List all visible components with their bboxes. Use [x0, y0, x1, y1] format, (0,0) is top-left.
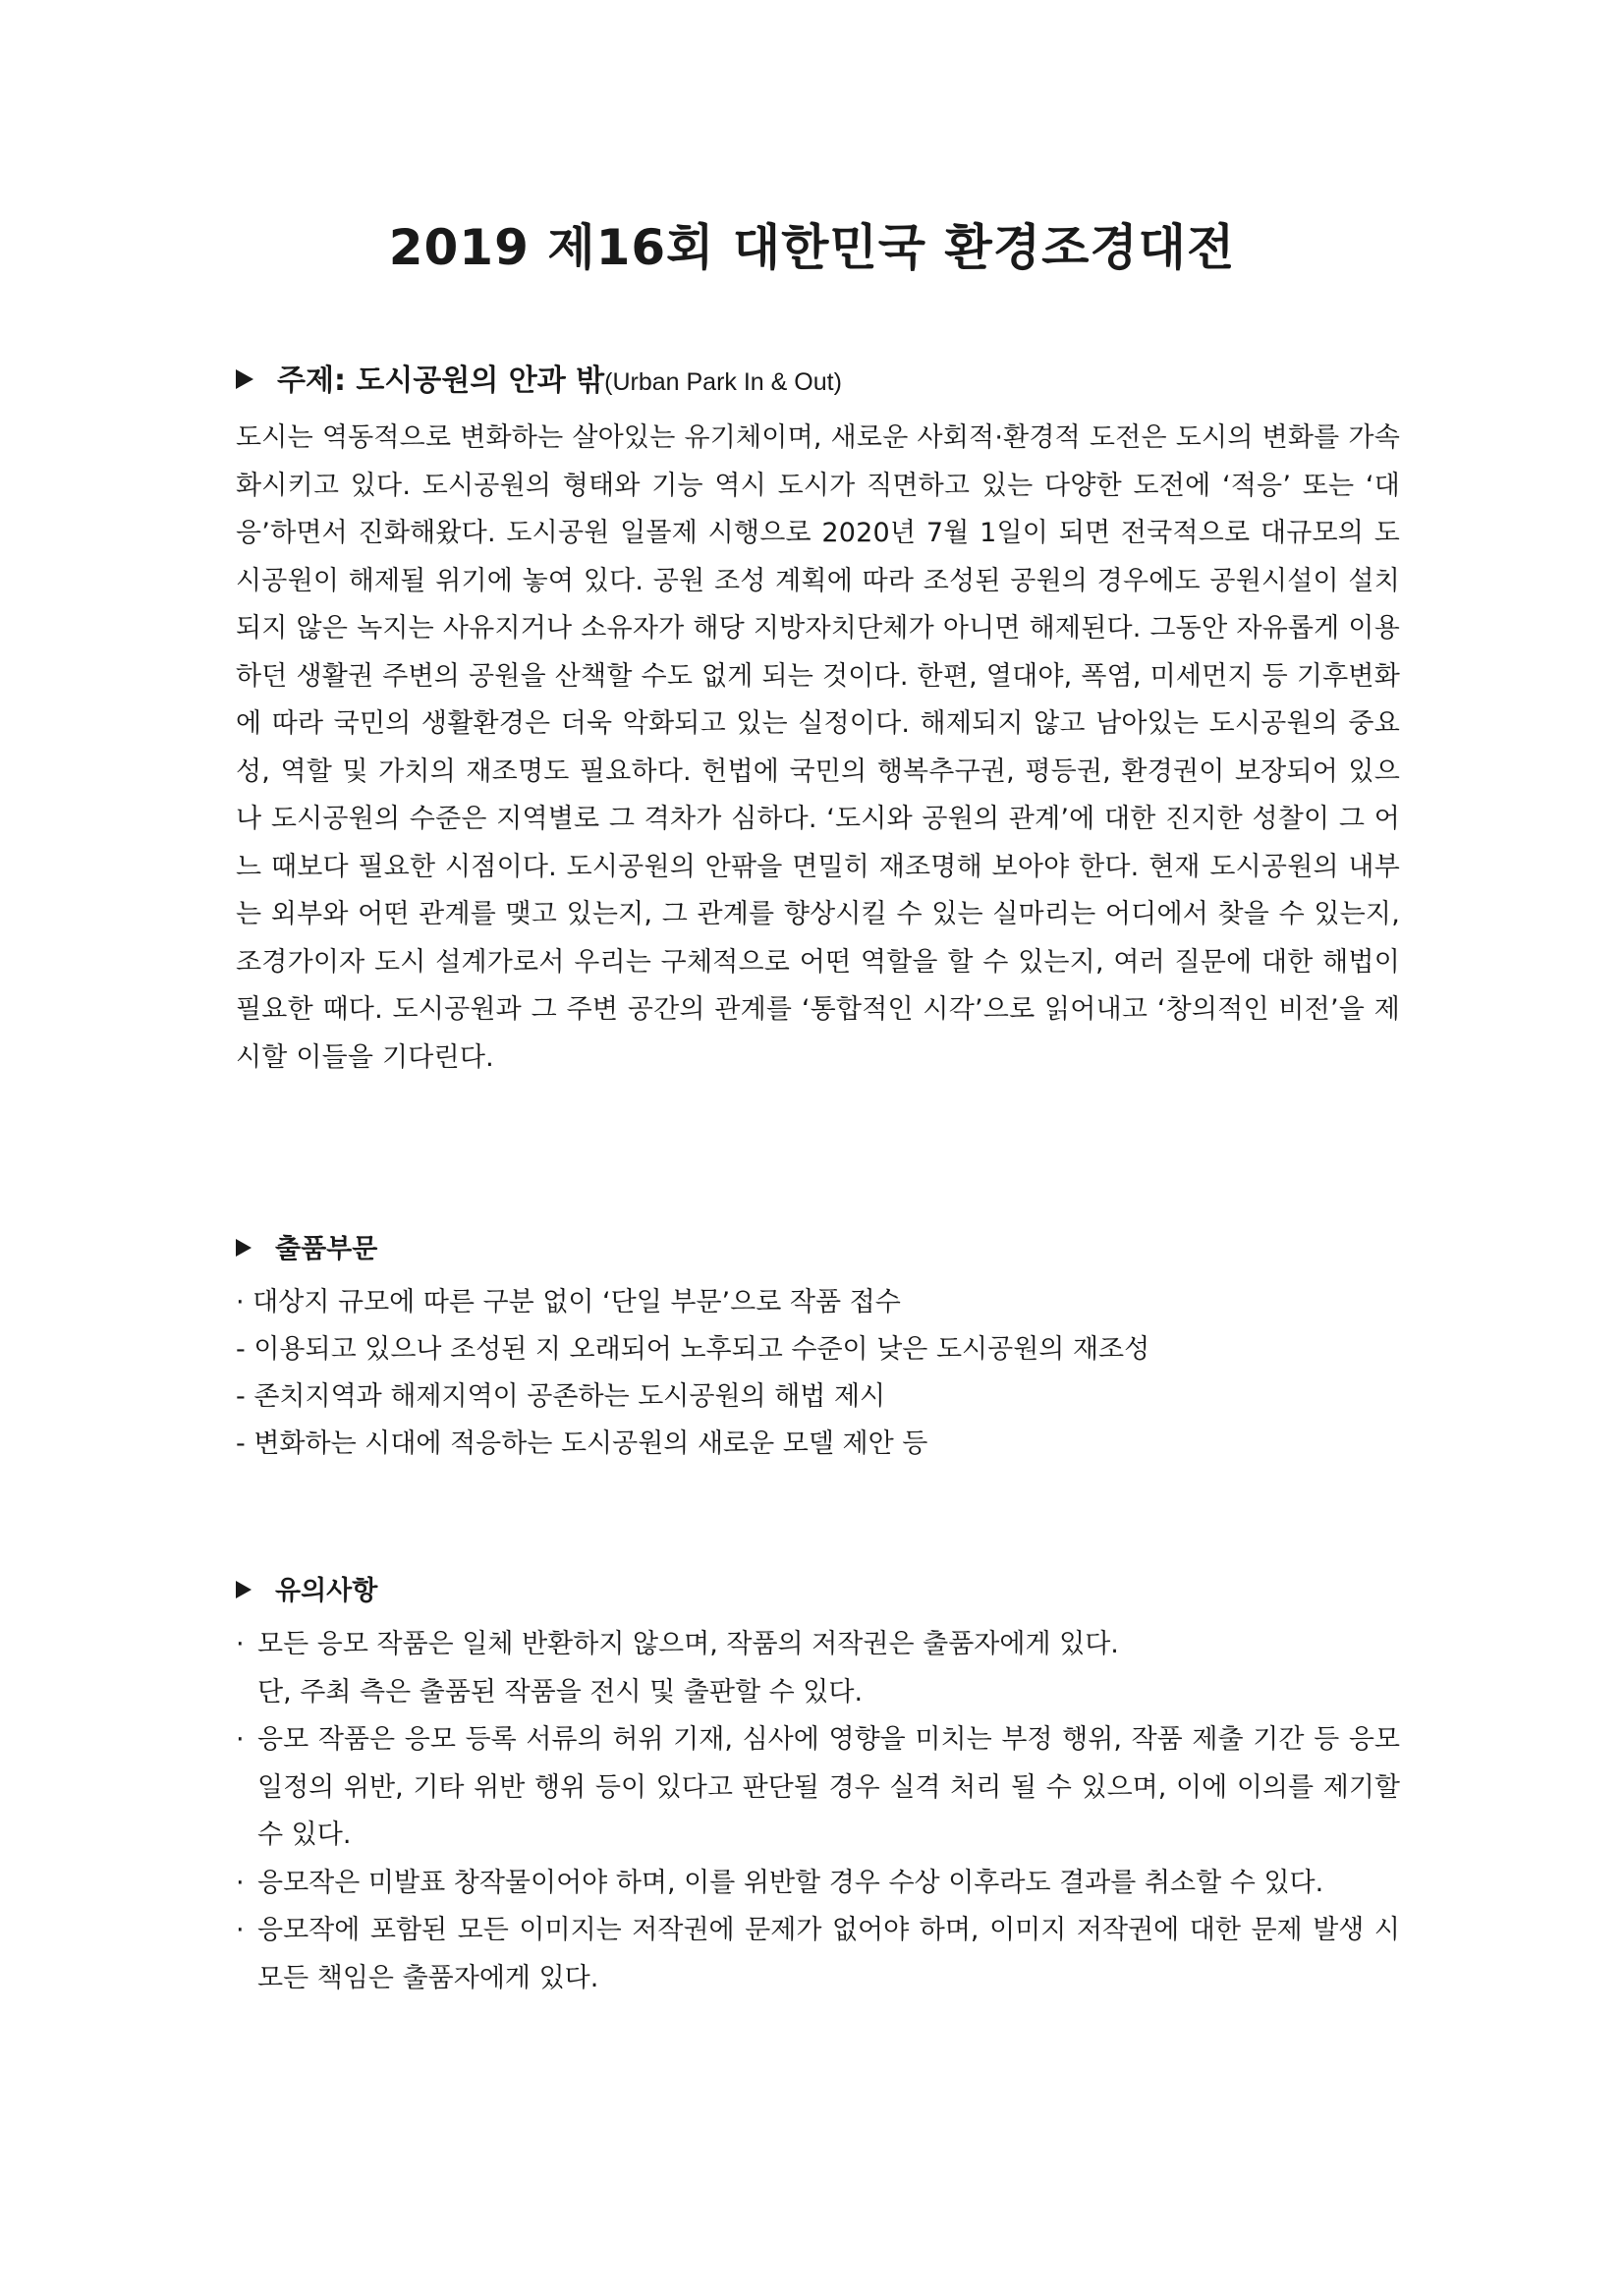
list-item [236, 1621, 1400, 1716]
list-item [236, 1716, 1400, 1860]
list-item: - 변화하는 시대에 적응하는 도시공원의 새로운 모델 제안 등 [236, 1428, 928, 1459]
triangle-bullet-icon [236, 369, 253, 389]
theme-heading [236, 364, 1415, 399]
list-item [236, 1860, 1400, 1908]
entry-category-label: 출품부문 [275, 1234, 378, 1264]
bullet-mark: · [236, 1915, 245, 1945]
list-item: - 이용되고 있으나 조성된 지 오래되어 노후되고 수준이 낮은 도시공원의 재조성 [236, 1334, 1150, 1365]
list-item: - 존치지역과 해제지역이 공존하는 도시공원의 해법 제시 [236, 1381, 886, 1412]
bullet-mark: · [236, 1629, 245, 1659]
entry-category-list [236, 1279, 1415, 1468]
triangle-bullet-icon [236, 1581, 252, 1598]
note-text: 모든 응모 작품은 일체 반환하지 않으며, 작품의 저작권은 출품자에게 있다. [257, 1629, 1119, 1659]
bullet-mark: · [236, 1724, 245, 1755]
triangle-bullet-icon [236, 1239, 252, 1257]
theme-subtitle: (Urban Park In & Out) [604, 368, 842, 396]
note-text: 단, 주최 측은 출품된 작품을 전시 및 출판할 수 있다. [257, 1676, 864, 1708]
page-title: 2019 제16회 대한민국 환경조경대전 [388, 219, 1236, 276]
notes-list [236, 1621, 1400, 2002]
notes-label: 유의사항 [275, 1576, 378, 1606]
list-item [236, 1907, 1400, 2002]
note-text: 응모작에 포함된 모든 이미지는 저작권에 문제가 없어야 하며, 이미지 저작권에 대한 문제 발생 시 모든 책임은 출품자에게 있다. [257, 1915, 1400, 1993]
entry-category-heading [236, 1234, 1415, 1265]
bullet-mark: · [236, 1867, 245, 1898]
theme-label: 주제: 도시공원의 안과 밖 [277, 364, 605, 398]
notes-heading [236, 1576, 1415, 1607]
note-text: 응모 작품은 응모 등록 서류의 허위 기재, 심사에 영향을 미치는 부정 행위, 작품 제출 기간 등 응모 일정의 위반, 기타 위반 행위 등이 있다고 판단될 경우 실격 처리 될 수 있으며, 이에 이의를 제기할 수 있다. [257, 1724, 1400, 1850]
theme-body-paragraph: 도시는 역동적으로 변화하는 살아있는 유기체이며, 새로운 사회적·환경적 도전은 도시의 변화를 가속화시키고 있다. 도시공원의 형태와 기능 역시 도시가 직면하고 있는 다양한 도전에 ‘적응’ 또는 ‘대응’하면서 진화해왔다. 도시공원 일몰제 시행으로 2020년 7월 1일이 되면 전국적으로 대규모의 도시공원이 해제될 위기에 놓여 있다. 공원 조성 계획에 따라 조성된 공원의 경우에도 공원시설이 설치되지 않은 녹지는 사유지거나 소유자가 해당 지방자치단체가 아니면 해제된다. 그동안 자유롭게 이용하던 생활권 주변의 공원을 산책할 수도 없게 되는 것이다. 한편, 열대야, 폭염, 미세먼지 등 기후변화에 따라 국민의 생활환경은 더욱 악화되고 있는 실정이다. 해제되지 않고 남아있는 도시공원의 중요성, 역할 및 가치의 재조명도 필요하다. 헌법에 국민의 행복추구권, 평등권, 환경권이 보장되어 있으나 도시공원의 수준은 지역별로 그 격차가 심하다. ‘도시와 공원의 관계’에 대한 진지한 성찰이 그 어느 때보다 필요한 시점이다. 도시공원의 안팎을 면밀히 재조명해 보아야 한다. 현재 도시공원의 내부는 외부와 어떤 관계를 맺고 있는지, 그 관계를 향상시킬 수 있는 실마리는 어디에서 찾을 수 있는지, 조경가이자 도시 설계가로서 우리는 구체적으로 어떤 역할을 할 수 있는지, 여러 질문에 대한 해법이 필요한 때다. 도시공원과 그 주변 공간의 관계를 ‘통합적인 시각’으로 읽어내고 ‘창의적인 비전’을 제시할 이들을 기다린다. [236, 422, 1400, 1073]
list-item: · 대상지 규모에 따른 구분 없이 ‘단일 부문’으로 작품 접수 [236, 1287, 901, 1317]
note-text: 응모작은 미발표 창작물이어야 하며, 이를 위반할 경우 수상 이후라도 결과를 취소할 수 있다. [257, 1867, 1324, 1898]
